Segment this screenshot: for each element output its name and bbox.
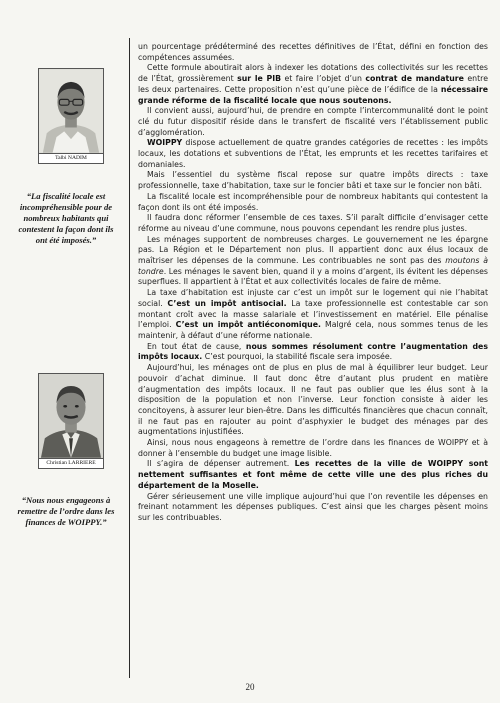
paragraph-text: Ainsi, nous nous engageons à remettre de l’ordre dans les finances de WOIPPY et à donner à l’ensemble du budget une image lisible. xyxy=(138,438,488,458)
column-divider xyxy=(129,38,130,678)
paragraph-7 xyxy=(138,213,488,234)
paragraph-9 xyxy=(138,288,488,342)
portrait-caption-larriere: Christian LARRIERE xyxy=(38,459,104,469)
paragraph-11 xyxy=(138,363,488,438)
paragraph-text: Il s’agira de dépenser autrement. xyxy=(147,459,295,469)
paragraph-12 xyxy=(138,438,488,459)
paragraph-text: Cette formule aboutirait alors à indexer les dotations des collectivités sur les recettes de l’État, grossièrement xyxy=(138,63,488,84)
pull-quote-fiscalite: “La fiscalité locale est incompréhensible pour de nombreux habitants qui contestent la façon dont ils ont été imposés.” xyxy=(18,191,114,245)
portrait-photo-larriere xyxy=(38,373,104,459)
emphasis-contrat: contrat de mandature xyxy=(365,74,464,84)
paragraph-text: . Les ménages le savent bien, quand il y a moins d’argent, ils évitent les dépenses superflues. Il appartient à l’État et aux collectivités locales de faire de même. xyxy=(138,266,488,287)
portrait-larriere-image xyxy=(39,374,103,458)
paragraph-text: Les ménages supportent de nombreuses charges. Le gouvernement ne les épargne pas. La Région et le Département non plus. Il appartient donc aux élus locaux de maîtriser les dépenses de la commune. Les contribuables ne sont pas des xyxy=(138,234,488,266)
emphasis-reforme: nécessaire grande réforme de la fiscalité locale que nous soutenons. xyxy=(138,84,488,105)
paragraph-text: La taxe professionnelle est contestable car son montant croît avec la masse salariale et l’investissement en matériel. Elle pénalise l’emploi. xyxy=(138,298,489,330)
paragraph-text: En tout état de cause, xyxy=(147,341,246,351)
paragraph-text: La fiscalité locale est incompréhensible pour de nombreux habitants qui contestent la façon dont ils ont été imposés. xyxy=(138,191,488,212)
paragraph-10 xyxy=(138,342,488,363)
emphasis-pib: sur le PIB xyxy=(237,74,282,84)
paragraph-1 xyxy=(138,42,488,63)
emphasis-woippy: WOIPPY xyxy=(147,138,183,148)
paragraph-text: C’est pourquoi, la stabilité fiscale sera imposée. xyxy=(202,352,393,362)
emphasis-contre-augmentation: nous sommes résolument contre l’augmentation des impôts locaux. xyxy=(138,341,488,362)
emphasis-antieconomique: C’est un impôt antiéconomique. xyxy=(175,320,321,330)
paragraph-6 xyxy=(138,192,488,213)
paragraph-text: et faire l’objet d’un xyxy=(281,74,366,84)
paragraph-text: Malgré cela, nous sommes tenus de les maintenir, à défaut d’une réforme nationale. xyxy=(138,320,488,340)
paragraph-text: Aujourd’hui, les ménages ont de plus en plus de mal à équilibrer leur budget. Leur pouvoir d’achat diminue. Il faut donc être d’autant plus prudent en matière d’augmentation des impôts locaux. Il ne faut pas oublier que les élus sont à la disposition de la population et non l’inverse. Leur fonction consiste à aider les concitoyens, à assurer leur bien-être. Dans les difficultés financières que chacun connaît, il ne faut pas en rajouter au point d’asphyxier le budget des ménages par des augmentations injustifiées. xyxy=(138,363,488,437)
paragraph-3 xyxy=(138,106,488,138)
emphasis-antisocial: C’est un impôt antisocial. xyxy=(167,298,287,308)
paragraph-text: Gérer sérieusement une ville implique aujourd’hui que l’on reventile les dépenses en freinant notamment les dépenses publiques. C’est ainsi que les charges pèsent moins sur les contribuables. xyxy=(138,491,488,522)
italic-moutons: moutons à tondre xyxy=(138,256,488,276)
sidebar xyxy=(12,0,120,703)
paragraph-4 xyxy=(138,138,488,170)
paragraph-text: Mais l’essentiel du système fiscal repose sur quatre impôts directs : taxe professionnelle, taxe d’habitation, taxe sur le foncier bâti et taxe sur le foncier non bâti. xyxy=(138,170,488,191)
paragraph-text: entre les deux partenaires. Cette proposition n’est qu’une pièce de l’édifice de la xyxy=(138,74,489,94)
paragraph-5 xyxy=(138,170,488,191)
paragraph-8 xyxy=(138,235,488,289)
paragraph-2 xyxy=(138,63,488,106)
paragraph-13 xyxy=(138,459,488,491)
paragraph-text: Il faudra donc réformer l’ensemble de ces taxes. S’il paraît difficile d’envisager cette réforme au niveau d’une commune, nous pouvons cependant les rendre plus justes. xyxy=(138,213,488,233)
paragraph-text: La taxe d’habitation est injuste car c’est un impôt sur le logement qui nie l’habitat social. xyxy=(138,288,488,308)
paragraph-text: dispose actuellement de quatre grandes catégories de recettes : les impôts locaux, les dotations et subventions de l’État, les emprunts et les recettes tarifaires et domaniales. xyxy=(138,138,488,169)
paragraph-text: Il convient aussi, aujourd’hui, de prendre en compte l’intercommunalité dont le point clé du futur dispositif réside dans le transfert de fiscalité vers l’établissement public d’agglomération. xyxy=(138,106,488,137)
paragraph-text: un pourcentage prédéterminé des recettes définitives de l’État, défini en fonction des compétences assumées. xyxy=(138,42,488,62)
emphasis-recettes: Les recettes de la ville de WOIPPY sont nettement suffisantes et font même de cette ville une des plus riches du département de la Moselle. xyxy=(138,459,488,490)
portrait-photo-nadim xyxy=(38,68,104,154)
page-number: 20 xyxy=(245,682,255,692)
portrait-caption-nadim: Talbi NADIM xyxy=(38,154,104,164)
portrait-nadim-image xyxy=(39,69,103,153)
paragraph-14 xyxy=(138,492,488,524)
article-body xyxy=(138,42,488,524)
pull-quote-engagement: “Nous nous engageons à remettre de l’ordre dans les finances de WOIPPY.” xyxy=(17,495,115,527)
